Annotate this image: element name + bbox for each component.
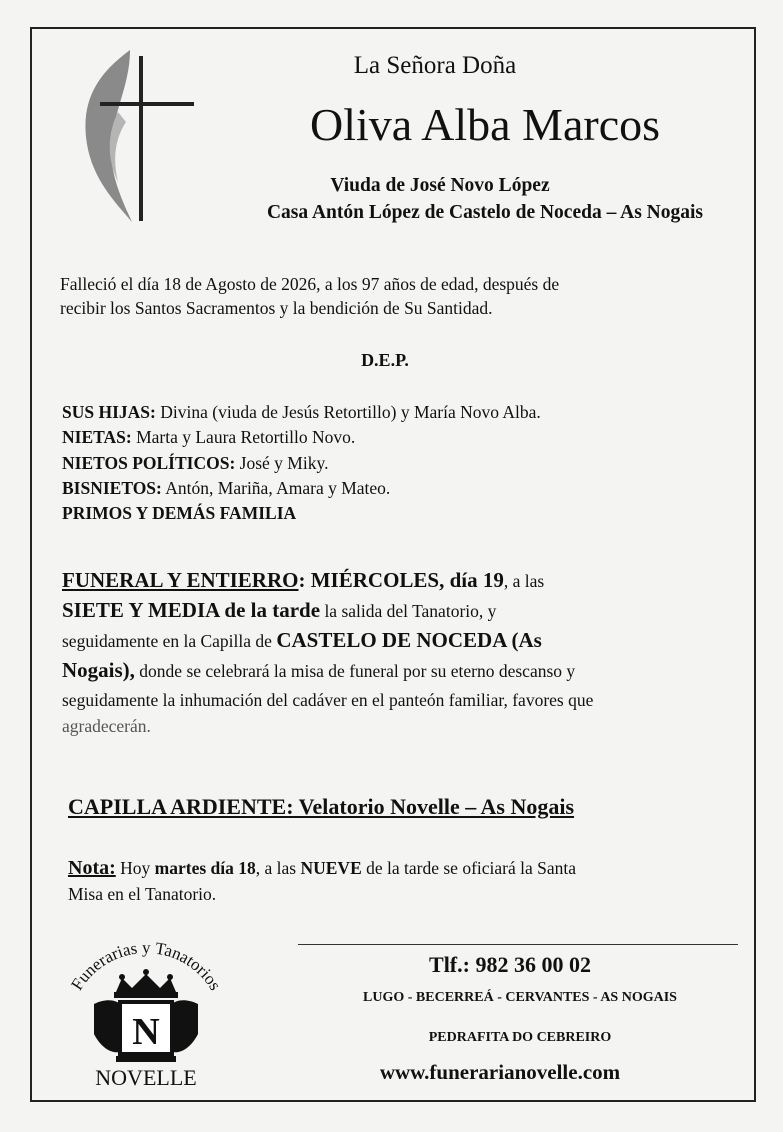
- website-link[interactable]: www.funerarianovelle.com: [379, 1060, 621, 1084]
- footer-divider: [298, 944, 738, 945]
- funeral-line-5: seguidamente la inhumación del cadáver en el panteón familiar, favores que: [62, 690, 594, 710]
- novelle-logo: [50, 934, 240, 1094]
- funeral-line-4: Nogais), donde se celebrará la misa de funeral por su eterno descanso y: [62, 658, 576, 682]
- family-primos: PRIMOS Y DEMÁS FAMILIA: [62, 503, 297, 523]
- nota-line-1: Nota: Hoy martes día 18, a las NUEVE de la tarde se oficiará la Santa: [68, 857, 577, 879]
- locations-2: PEDRAFITA DO CEBREIRO: [428, 1030, 612, 1045]
- cross-flame-icon: [60, 42, 200, 227]
- logo-arc-text: Funerarias y Tanatorios: [67, 937, 225, 994]
- dep-label: D.E.P.: [361, 350, 409, 370]
- funeral-line-2: SIETE Y MEDIA de la tarde la salida del Tanatorio, y: [62, 598, 497, 622]
- phone-number: Tlf.: 982 36 00 02: [429, 952, 591, 977]
- house-name: Casa Antón López de Castelo de Noceda – As Nogais: [266, 202, 704, 223]
- capilla-ardiente: CAPILLA ARDIENTE: Velatorio Novelle – As Nogais: [68, 794, 575, 819]
- family-nietas: NIETAS: Marta y Laura Retortillo Novo.: [62, 427, 356, 447]
- death-line-1: Falleció el día 18 de Agosto de 2026, a los 97 años de edad, después de: [60, 274, 560, 294]
- family-hijas: SUS HIJAS: Divina (viuda de Jesús Retortillo) y María Novo Alba.: [62, 402, 541, 422]
- salutation: La Señora Doña: [353, 52, 517, 79]
- death-line-2: recibir los Santos Sacramentos y la bendición de Su Santidad.: [60, 298, 493, 318]
- family-nietos-politicos: NIETOS POLÍTICOS: José y Miky.: [62, 453, 329, 473]
- logo-letter: N: [132, 1011, 160, 1053]
- locations: LUGO - BECERREÁ - CERVANTES - AS NOGAIS: [363, 990, 677, 1005]
- funeral-line-1: FUNERAL Y ENTIERRO: MIÉRCOLES, día 19, a las: [62, 568, 545, 592]
- nota-line-2: Misa en el Tanatorio.: [68, 884, 217, 904]
- family-bisnietos: BISNIETOS: Antón, Mariña, Amara y Mateo.: [62, 478, 391, 498]
- deceased-name: Oliva Alba Marcos: [309, 99, 661, 150]
- funeral-line-6: agradecerán.: [62, 716, 151, 736]
- logo-name: NOVELLE: [95, 1065, 197, 1090]
- funeral-line-3: seguidamente en la Capilla de CASTELO DE NOCEDA (As: [62, 628, 542, 652]
- widow-of: Viuda de José Novo López: [330, 175, 550, 196]
